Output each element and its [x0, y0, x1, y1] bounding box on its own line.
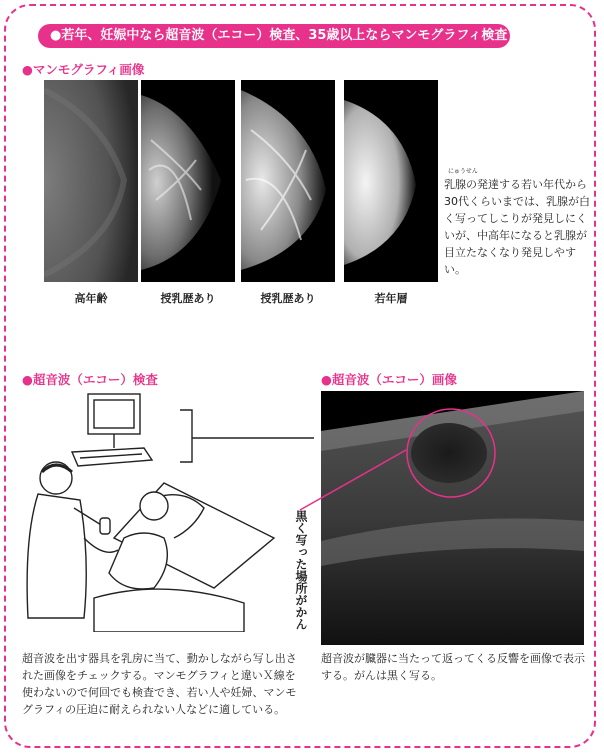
- ultrasound-exam-description: 超音波を出す器具を乳房に当て、動かしながら写し出された画像をチェックする。マンモグラフィと違いＸ線を使わないので何回でも検査でき、若い人や妊婦、マンモグラフィの圧迫に耐えられない人などに適している。: [22, 652, 297, 716]
- mammogram-image-breastfed-1: [141, 80, 235, 282]
- mammogram-caption-elderly: 高年齢: [74, 292, 108, 305]
- callout-label: 黒く写った場所がかん: [294, 510, 308, 630]
- ultrasound-image-section-title: ●超音波（エコー）画像: [321, 372, 457, 387]
- mammography-note: 乳腺の発達する若い年代から30代くらいまでは、乳腺が白く写ってしこりが発見しにくいが、中高年になると乳腺が目立たなくなり発見しやすい。: [444, 178, 590, 276]
- callout-line: [280, 440, 420, 520]
- mammography-section-title: ●マンモグラフィ画像: [22, 62, 145, 77]
- ultrasound-exam-illustration: [14, 388, 314, 632]
- ultrasound-exam-section-title: ●超音波（エコー）検査: [22, 372, 158, 387]
- mammogram-image-breastfed-2: [241, 80, 335, 282]
- mammogram-caption-breastfed-1: 授乳歴あり: [160, 292, 216, 305]
- mammogram-caption-breastfed-2: 授乳歴あり: [260, 292, 316, 305]
- header-banner: ●若年、妊娠中なら超音波（エコー）検査、35歳以上ならマンモグラフィ検査: [38, 24, 510, 48]
- mammogram-image-elderly: [44, 80, 138, 282]
- mammogram-caption-young: 若年層: [374, 292, 408, 305]
- ultrasound-image-description: 超音波が臓器に当たって返ってくる反響を画像で表示する。がんは黒く写る。: [321, 652, 585, 682]
- mammography-note-ruby: にゅうせん: [448, 168, 478, 175]
- mammogram-image-young: [344, 80, 438, 282]
